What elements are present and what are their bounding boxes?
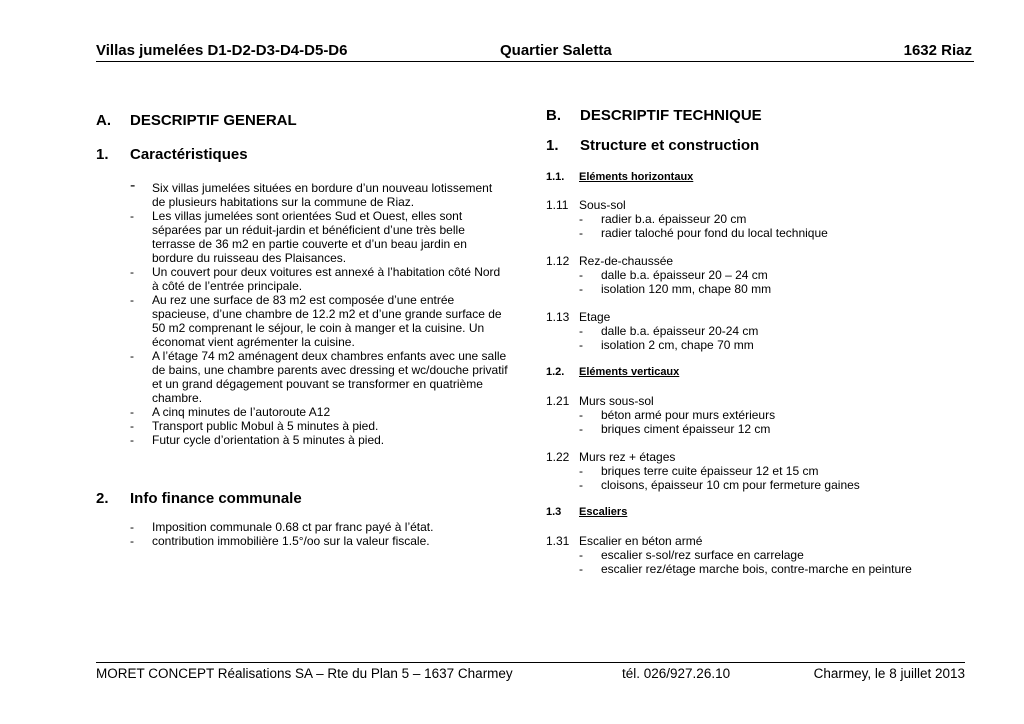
- list-item: - A cinq minutes de l’autoroute A12: [130, 405, 331, 419]
- list-item: - escalier s-sol/rez surface en carrelage: [579, 548, 804, 562]
- item-num: 1.12: [546, 254, 570, 268]
- list-item-text: dalle b.a. épaisseur 20-24 cm: [601, 324, 759, 338]
- finance-title: Info finance communale: [130, 490, 302, 507]
- list-item: - Les villas jumelées sont orientées Sud et Ouest, elles sont séparées par un réduit-jardin et bénéficient d’une très belle terrasse de 36 m2 en partie couverte et d’un beau jardin en bordure du ruisseau des Plaisances.: [130, 209, 467, 265]
- section-a-heading: [96, 112, 396, 130]
- list-item-text: isolation 120 mm, chape 80 mm: [601, 282, 772, 296]
- list-item-text: Transport public Mobul à 5 minutes à pied.: [152, 419, 379, 433]
- item-etage: [546, 310, 966, 354]
- section-a-title: DESCRIPTIF GENERAL: [130, 112, 297, 129]
- section-b-letter: B.: [546, 107, 561, 124]
- item-num: 1.22: [546, 450, 570, 464]
- caracteristiques-heading: [96, 146, 396, 164]
- list-item-text: briques terre cuite épaisseur 12 et 15 cm: [601, 464, 819, 478]
- subsection-num: 1.1.: [546, 171, 565, 183]
- list-item: - isolation 2 cm, chape 70 mm: [579, 338, 754, 352]
- item-title: Murs sous-sol: [579, 394, 654, 408]
- subsection-num: 1.2.: [546, 366, 565, 378]
- list-item: - Six villas jumelées situées en bordure d’un nouveau lotissement de plusieurs habitations sur la commune de Riaz.: [130, 177, 493, 209]
- subsection-horizontal: [546, 171, 846, 185]
- list-item-text: Imposition communale 0.68 ct par franc payé à l’état.: [152, 520, 434, 534]
- list-item: - A l’étage 74 m2 aménagent deux chambres enfants avec une salle de bains, une chambre parents avec dressing et wc/douche privatif et un grand dégagement pouvant se transformer en quatrième chambre.: [130, 349, 508, 405]
- footer-divider: [96, 662, 965, 663]
- list-item: - béton armé pour murs extérieurs: [579, 408, 776, 422]
- item-num: 1.31: [546, 534, 570, 548]
- list-item: - radier taloché pour fond du local technique: [579, 226, 828, 240]
- list-item: - dalle b.a. épaisseur 20-24 cm: [579, 324, 759, 338]
- footer-company: MORET CONCEPT Réalisations SA – Rte du Plan 5 – 1637 Charmey: [96, 666, 513, 681]
- list-item-text: Un couvert pour deux voitures est annexé à l’habitation côté Nord à côté de l’entrée principale.: [152, 265, 501, 293]
- list-item: - radier b.a. épaisseur 20 cm: [579, 212, 747, 226]
- structure-title: Structure et construction: [580, 137, 760, 154]
- list-item: - Au rez une surface de 83 m2 est composée d’une entrée spacieuse, d’une chambre de 12.2 m2 et d’une grande surface de 50 m2 comprenant le séjour, le coin à manger et la cuisine. Un économat vient agrémenter la cuisine.: [130, 293, 502, 349]
- list-item: - dalle b.a. épaisseur 20 – 24 cm: [579, 268, 768, 282]
- footer-phone: tél. 026/927.26.10: [622, 666, 731, 681]
- list-item-text: A l’étage 74 m2 aménagent deux chambres enfants avec une salle de bains, une chambre parents avec dressing et wc/douche privatif et un grand dégagement pouvant se transformer en quatrième chambre.: [152, 349, 508, 405]
- list-item-text: Les villas jumelées sont orientées Sud et Ouest, elles sont séparées par un réduit-jardin et bénéficient d’une très belle terrasse de 36 m2 en partie couverte et d’un beau jardin en bordure du ruisseau des Plaisances.: [152, 209, 467, 265]
- item-murs-sous-sol: [546, 394, 966, 438]
- finance-num: 2.: [96, 490, 109, 507]
- list-item-text: béton armé pour murs extérieurs: [601, 408, 776, 422]
- list-item: - briques terre cuite épaisseur 12 et 15 cm: [579, 464, 819, 478]
- list-item-text: escalier rez/étage marche bois, contre-marche en peinture: [601, 562, 912, 576]
- list-item: - briques ciment épaisseur 12 cm: [579, 422, 771, 436]
- list-item-text: briques ciment épaisseur 12 cm: [601, 422, 771, 436]
- subsection-title: Escaliers: [579, 506, 628, 518]
- caracteristiques-title: Caractéristiques: [130, 146, 248, 163]
- list-item-text: cloisons, épaisseur 10 cm pour fermeture gaines: [601, 478, 860, 492]
- item-num: 1.13: [546, 310, 570, 324]
- header-project: Villas jumelées D1-D2-D3-D4-D5-D6: [96, 42, 348, 59]
- item-title: Sous-sol: [579, 198, 626, 212]
- item-num: 1.21: [546, 394, 570, 408]
- item-escalier: [546, 534, 966, 578]
- item-title: Murs rez + étages: [579, 450, 676, 464]
- item-title: Escalier en béton armé: [579, 534, 703, 548]
- list-item-text: radier b.a. épaisseur 20 cm: [601, 212, 747, 226]
- subsection-num: 1.3: [546, 506, 562, 518]
- list-item-text: Futur cycle d’orientation à 5 minutes à pied.: [152, 433, 385, 447]
- footer-date: Charmey, le 8 juillet 2013: [813, 666, 965, 681]
- page-header: [96, 42, 974, 62]
- finance-list: [130, 520, 508, 548]
- subsection-vertical: [546, 366, 846, 380]
- list-item: - Imposition communale 0.68 ct par franc payé à l’état.: [130, 520, 434, 534]
- item-murs-rez: [546, 450, 966, 494]
- header-location: 1632 Riaz: [903, 42, 972, 59]
- list-item: - cloisons, épaisseur 10 cm pour fermeture gaines: [579, 478, 860, 492]
- list-item: - Transport public Mobul à 5 minutes à pied.: [130, 419, 379, 433]
- list-item: - Futur cycle d’orientation à 5 minutes à pied.: [130, 433, 385, 447]
- list-item-text: Six villas jumelées situées en bordure d’un nouveau lotissement de plusieurs habitations sur la commune de Riaz.: [152, 181, 493, 209]
- list-item: - isolation 120 mm, chape 80 mm: [579, 282, 772, 296]
- subsection-title: Eléments verticaux: [579, 366, 680, 378]
- list-item: - escalier rez/étage marche bois, contre-marche en peinture: [579, 562, 912, 576]
- item-title: Etage: [579, 310, 611, 324]
- section-b-heading: [546, 107, 846, 125]
- item-title: Rez-de-chaussée: [579, 254, 674, 268]
- structure-num: 1.: [546, 137, 559, 154]
- header-quartier: Quartier Saletta: [500, 42, 612, 59]
- section-a-letter: A.: [96, 112, 111, 129]
- list-item: - contribution immobilière 1.5°/oo sur la valeur fiscale.: [130, 534, 430, 548]
- list-item-text: contribution immobilière 1.5°/oo sur la valeur fiscale.: [152, 534, 430, 548]
- list-item: - Un couvert pour deux voitures est annexé à l’habitation côté Nord à côté de l’entrée principale.: [130, 265, 501, 293]
- caracteristiques-num: 1.: [96, 146, 109, 163]
- section-b-title: DESCRIPTIF TECHNIQUE: [580, 107, 762, 124]
- list-item-text: isolation 2 cm, chape 70 mm: [601, 338, 754, 352]
- list-item-text: A cinq minutes de l’autoroute A12: [152, 405, 331, 419]
- list-item-text: escalier s-sol/rez surface en carrelage: [601, 548, 804, 562]
- item-rez: [546, 254, 966, 298]
- list-item-text: dalle b.a. épaisseur 20 – 24 cm: [601, 268, 768, 282]
- finance-heading: [96, 490, 396, 508]
- structure-heading: [546, 137, 846, 155]
- caracteristiques-list: [130, 177, 508, 447]
- item-num: 1.11: [546, 198, 569, 212]
- list-item-text: Au rez une surface de 83 m2 est composée d’une entrée spacieuse, d’une chambre de 12.2 m2 et d’une grande surface de 50 m2 comprenant le séjour, le coin à manger et la cuisine. Un économat vient agrémenter la cuisine.: [152, 293, 502, 349]
- list-item-text: radier taloché pour fond du local technique: [601, 226, 828, 240]
- subsection-escaliers: [546, 506, 846, 520]
- item-sous-sol: [546, 198, 966, 242]
- subsection-title: Eléments horizontaux: [579, 171, 694, 183]
